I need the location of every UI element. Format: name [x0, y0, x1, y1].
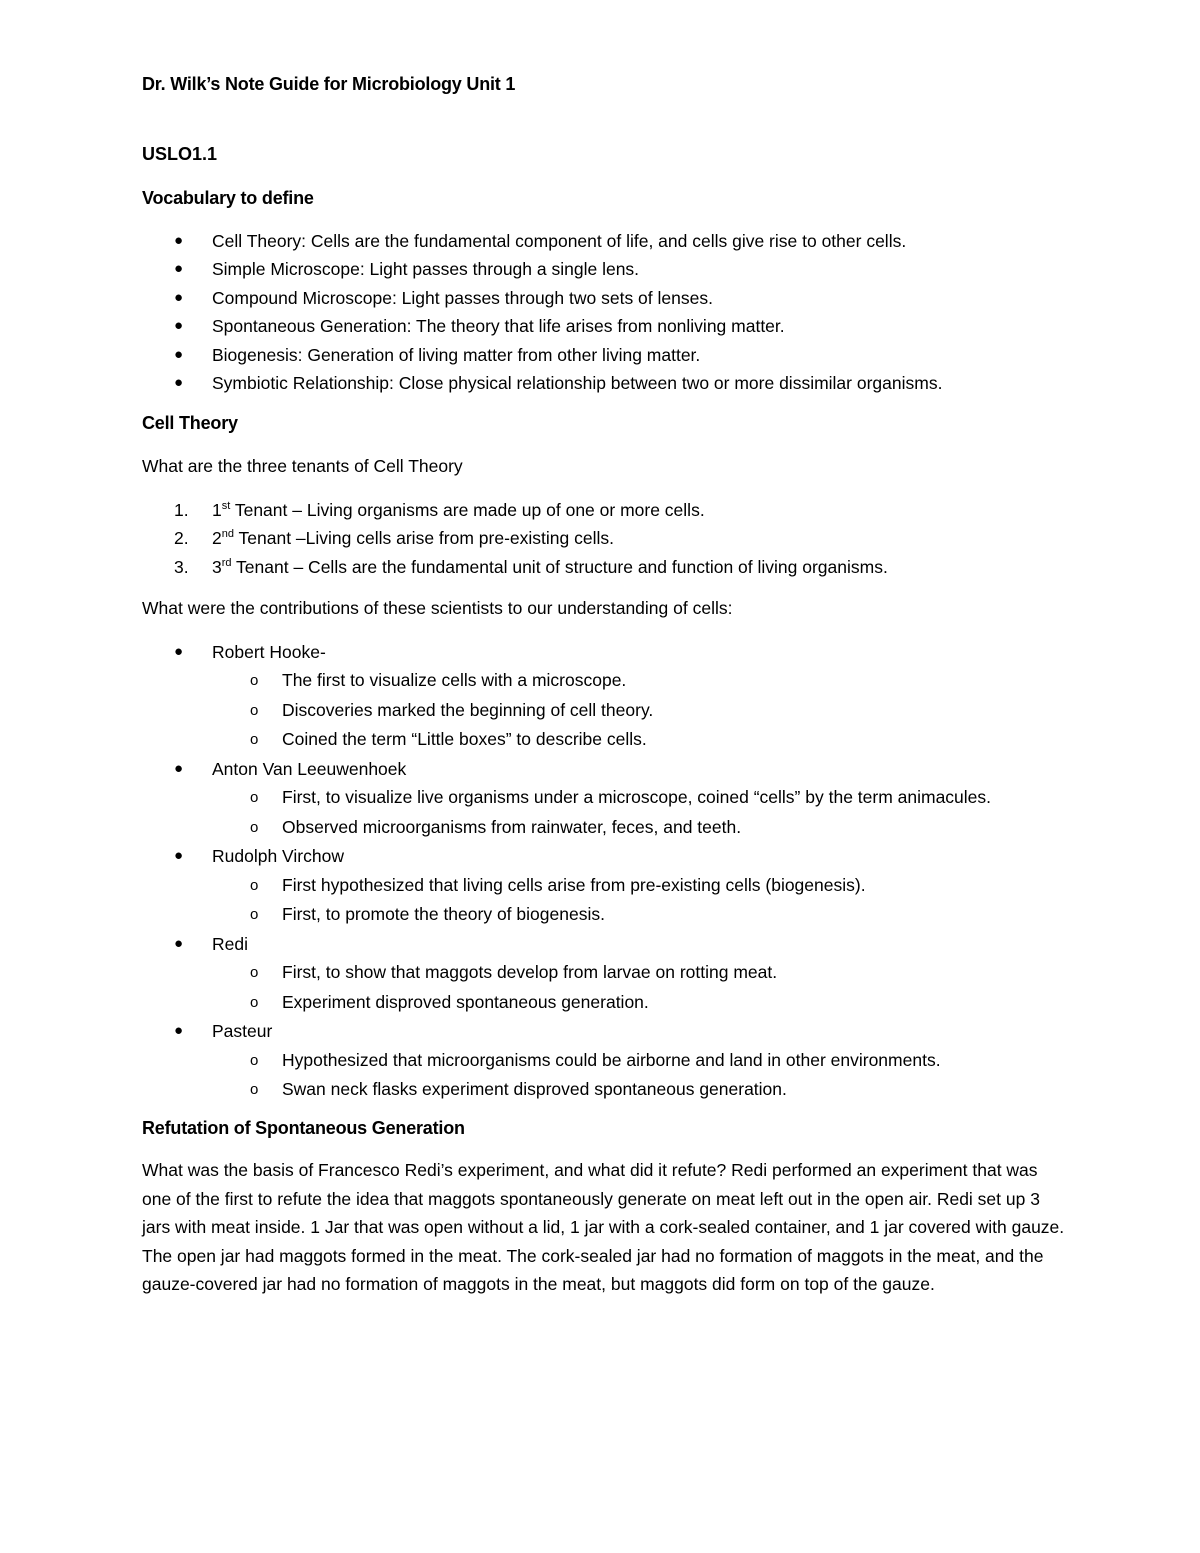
- list-number: 3.: [174, 556, 189, 577]
- bullet-icon: ●: [174, 260, 184, 277]
- note-item: o First, to promote the theory of biogenesis.: [212, 900, 1072, 930]
- bullet-icon: ●: [174, 934, 184, 952]
- tenants-list: [142, 496, 1072, 582]
- vocabulary-item: ● Simple Microscope: Light passes through a single lens.: [142, 255, 1072, 284]
- tenant-item: 1. 1st Tenant – Living organisms are made up of one or more cells.: [142, 496, 1072, 525]
- learning-outcome-label: USLO1.1: [142, 144, 218, 164]
- scientist-item: [142, 638, 1072, 755]
- note-item: o Experiment disproved spontaneous generation.: [212, 988, 1072, 1018]
- bullet-icon: ●: [174, 847, 184, 864]
- vocabulary-item: ● Compound Microscope: Light passes through two sets of lenses.: [142, 284, 1072, 313]
- scientist-item: [142, 1017, 1072, 1105]
- vocabulary-item: ● Biogenesis: Generation of living matter from other living matter.: [142, 341, 1072, 370]
- note-item: o Discoveries marked the beginning of cell theory.: [212, 696, 1072, 726]
- tenant-item: 2. 2nd Tenant –Living cells arise from pre-existing cells.: [142, 524, 1072, 553]
- cell-theory-heading: Cell Theory: [142, 412, 238, 433]
- scientist-notes: [212, 1046, 1072, 1105]
- scientist-item: [142, 755, 1072, 843]
- tenants-question: What are the three tenants of Cell Theory: [142, 456, 463, 476]
- refutation-paragraph: What was the basis of Francesco Redi’s experiment, and what did it refute? Redi performed an experiment that was one of the first to refute the idea that maggots spontaneously generate on meat left out in the open air. Redi set up 3 jars with meat inside. 1 Jar that was open without a lid, 1 jar with a cork-sealed container, and 1 jar covered with gauze. The open jar had maggots formed in the meat. The cork-sealed jar had no formation of maggots in the meat, and the gauze-covered jar had no formation of maggots in the meat, but maggots did form on top of the gauze.: [142, 1160, 1065, 1294]
- bullet-icon: ●: [174, 642, 184, 660]
- note-item: o Coined the term “Little boxes” to describe cells.: [212, 725, 1072, 755]
- hollow-bullet-icon: o: [250, 731, 259, 748]
- vocabulary-list: [142, 227, 1072, 398]
- document-title: Dr. Wilk’s Note Guide for Microbiology Unit 1: [142, 74, 516, 94]
- bullet-icon: ●: [174, 1022, 184, 1039]
- bullet-icon: ●: [174, 345, 184, 363]
- note-item: o First hypothesized that living cells arise from pre-existing cells (biogenesis).: [212, 871, 1072, 901]
- scientist-name: Pasteur: [212, 1021, 273, 1041]
- list-number: 2.: [174, 528, 189, 548]
- bullet-icon: ●: [174, 288, 184, 306]
- scientist-item: [142, 842, 1072, 930]
- bullet-icon: ●: [174, 374, 184, 391]
- scientist-notes: [212, 783, 1072, 842]
- note-item: o Observed microorganisms from rainwater, feces, and teeth.: [212, 813, 1072, 843]
- scientist-notes: [212, 666, 1072, 755]
- tenant-item: 3. 3rd Tenant – Cells are the fundamental unit of structure and function of living organisms.: [142, 553, 1072, 582]
- scientist-name: Rudolph Virchow: [212, 846, 344, 866]
- scientists-list: [142, 638, 1072, 1105]
- hollow-bullet-icon: o: [250, 964, 259, 981]
- note-item: o First, to show that maggots develop from larvae on rotting meat.: [212, 958, 1072, 988]
- bullet-icon: ●: [174, 231, 184, 249]
- vocabulary-item: ● Symbiotic Relationship: Close physical relationship between two or more dissimilar organisms.: [142, 369, 1072, 398]
- note-item: o The first to visualize cells with a microscope.: [212, 666, 1072, 696]
- note-item: o First, to visualize live organisms under a microscope, coined “cells” by the term animacules.: [212, 783, 1072, 813]
- note-item: o Swan neck flasks experiment disproved spontaneous generation.: [212, 1075, 1072, 1105]
- hollow-bullet-icon: o: [250, 701, 259, 719]
- scientist-item: [142, 930, 1072, 1018]
- scientist-name: Redi: [212, 933, 248, 954]
- bullet-icon: ●: [174, 317, 184, 334]
- list-number: 1.: [174, 499, 189, 520]
- scientist-notes: [212, 871, 1072, 930]
- vocabulary-item: ● Cell Theory: Cells are the fundamental component of life, and cells give rise to other cells.: [142, 227, 1072, 256]
- scientist-name: Anton Van Leeuwenhoek: [212, 758, 407, 779]
- hollow-bullet-icon: o: [250, 672, 259, 689]
- hollow-bullet-icon: o: [250, 1051, 259, 1069]
- document-body: [142, 70, 1072, 1299]
- scientist-notes: [212, 958, 1072, 1017]
- hollow-bullet-icon: o: [250, 876, 259, 894]
- hollow-bullet-icon: o: [250, 789, 259, 806]
- contributions-question: What were the contributions of these scientists to our understanding of cells:: [142, 598, 733, 618]
- hollow-bullet-icon: o: [250, 1081, 259, 1098]
- hollow-bullet-icon: o: [250, 818, 259, 836]
- note-item: o Hypothesized that microorganisms could be airborne and land in other environments.: [212, 1046, 1072, 1076]
- vocabulary-item: ● Spontaneous Generation: The theory that life arises from nonliving matter.: [142, 312, 1072, 341]
- scientist-name: Robert Hooke-: [212, 641, 326, 662]
- refutation-heading: Refutation of Spontaneous Generation: [142, 1117, 465, 1138]
- hollow-bullet-icon: o: [250, 906, 259, 923]
- vocabulary-heading: Vocabulary to define: [142, 188, 314, 208]
- bullet-icon: ●: [174, 759, 184, 777]
- hollow-bullet-icon: o: [250, 993, 259, 1011]
